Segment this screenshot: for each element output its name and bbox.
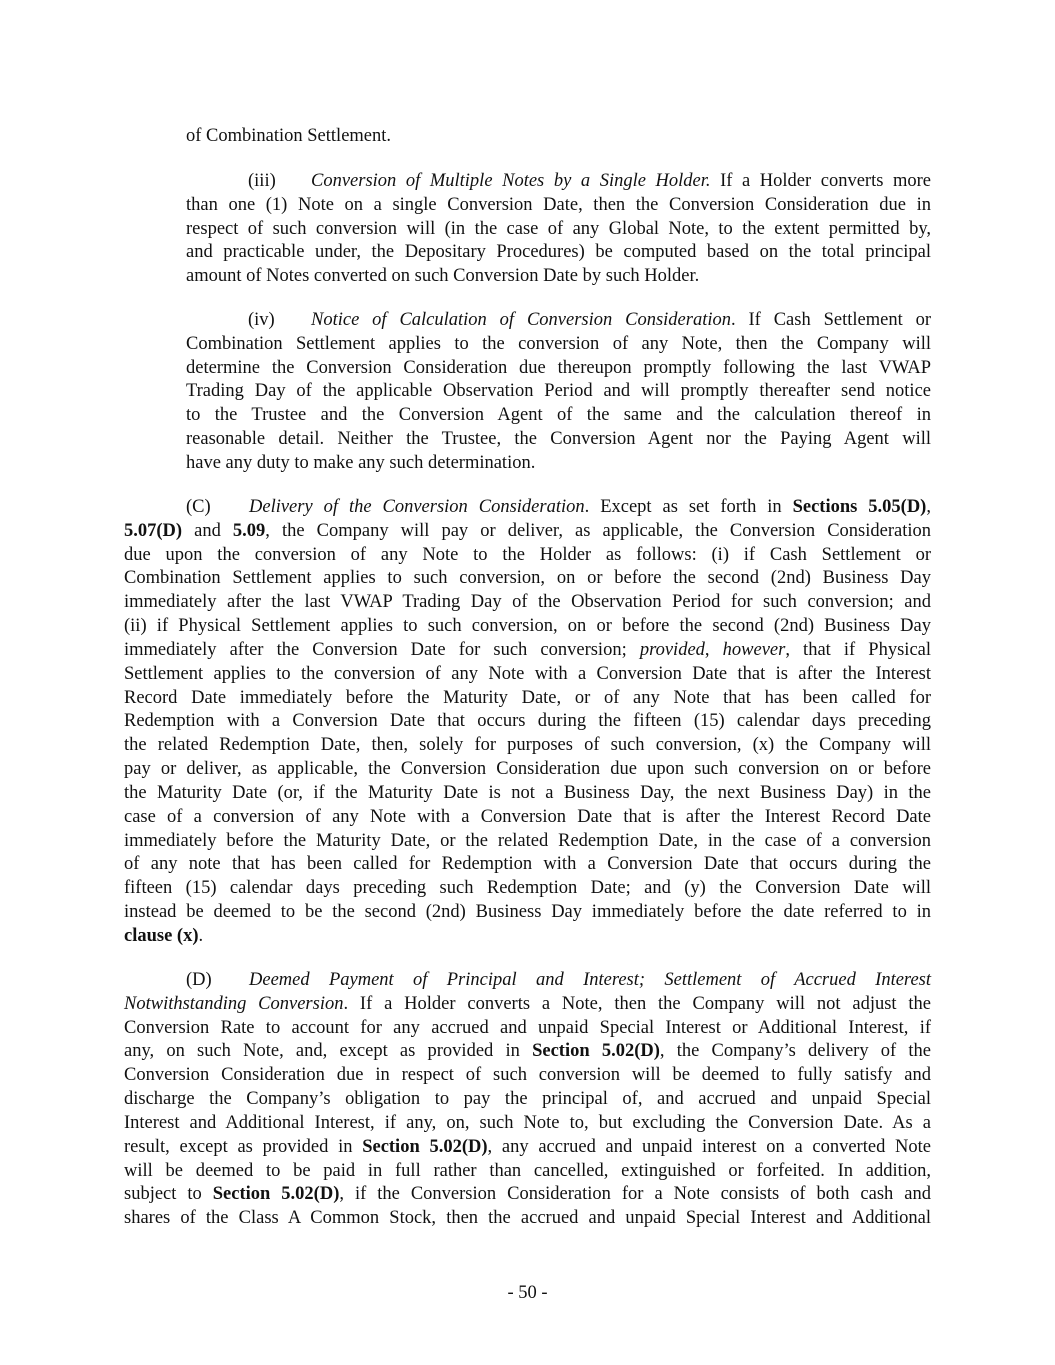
text-run: . (198, 925, 204, 946)
text-run: , the Company will pay or deliver, as applicable, the Conversion Consideration (265, 520, 932, 541)
text-line (124, 1136, 931, 1160)
text-run: immediately after the last VWAP Trading Day of the Observation Period for such conversion; and (124, 592, 931, 613)
text-line (124, 567, 931, 591)
cross-reference: Section 5.02(D) (532, 1041, 660, 1062)
text-line (124, 1183, 931, 1207)
text-run: Trading Day of the applicable Observation Period and will promptly thereafter send notice (186, 381, 931, 402)
text-run: Combination Settlement applies to the conversion of any Note, then the Company will (186, 333, 931, 354)
text-run: discharge the Company’s obligation to pay the principal of, and accrued and unpaid Special (124, 1089, 931, 1110)
paragraph-para-d (124, 969, 931, 1231)
text-line (186, 218, 931, 242)
cross-reference: Section 5.02(D) (212, 1184, 340, 1205)
text-line (124, 1112, 931, 1136)
section-label: (D) (186, 970, 212, 990)
text-line (124, 734, 931, 758)
text-line (124, 1160, 931, 1184)
cross-reference: 5.09 (232, 520, 266, 541)
text-line (186, 125, 931, 149)
text-run: pay or deliver, as applicable, the Conversion Consideration due upon such conversion on or before (124, 759, 931, 780)
text-line (186, 241, 931, 265)
text-run: , if the Conversion Consideration for a Note consists of both cash and (339, 1184, 931, 1205)
paragraph-para-c (124, 496, 931, 949)
text-line (124, 663, 931, 687)
text-run: . Except as set forth in (584, 497, 793, 517)
italic-text: however (722, 639, 786, 660)
text-line (124, 687, 931, 711)
text-line (124, 758, 931, 782)
paragraph-para-iii (186, 170, 931, 289)
text-run: Redemption with a Conversion Date that occurs during the fifteen (15) calendar days preceding (124, 711, 931, 732)
text-run: shares of the Class A Common Stock, then the accrued and unpaid Special Interest and Additional (124, 1208, 931, 1229)
text-run: Record Date immediately before the Maturity Date, or of any Note that has been called for (124, 687, 931, 708)
text-run: , any accrued and unpaid interest on a converted Note (487, 1136, 932, 1157)
italic-text: provided (639, 639, 705, 660)
text-run: immediately after the Conversion Date for such conversion; (124, 639, 640, 660)
text-run: due upon the conversion of any Note to the Holder as follows: (i) if Cash Settlement or (124, 544, 931, 565)
text-line (124, 925, 931, 949)
text-line (124, 1088, 931, 1112)
text-line (186, 170, 931, 194)
italic-text: Deemed Payment of Principal and Interest; Settlement of Accrued Interest (249, 970, 931, 990)
text-run: reasonable detail. Neither the Trustee, the Conversion Agent nor the Paying Agent will (186, 429, 931, 450)
text-run: , the Company’s delivery of the (659, 1041, 932, 1062)
text-line (124, 591, 931, 615)
text-line (124, 1017, 931, 1041)
text-line (186, 428, 931, 452)
text-run: Interest and Additional Interest, if any, on, such Note to, but excluding the Conversion Date. As a (124, 1112, 931, 1133)
text-run: Combination Settlement applies to such conversion, on or before the second (2nd) Business Day (124, 568, 931, 589)
text-run: If a Holder converts more (710, 171, 932, 191)
text-run: any, on such Note, and, except as provided in (124, 1041, 533, 1062)
text-run: and practicable under, the Depositary Procedures) be computed based on the total principal (186, 242, 931, 263)
text-line (124, 710, 931, 734)
paragraph-para-iv (186, 309, 931, 476)
cross-reference: 5.07(D) (124, 520, 183, 541)
section-label: (C) (186, 497, 211, 517)
italic-text: Notice of Calculation of Conversion Consideration (311, 310, 731, 330)
text-line (186, 452, 931, 476)
text-line (124, 544, 931, 568)
text-run: Conversion Consideration due in respect of such conversion will be deemed to fully satisfy and (124, 1065, 931, 1086)
text-line (124, 993, 931, 1017)
section-label: (iv) (248, 310, 275, 330)
text-run: Conversion Rate to account for any accrued and unpaid Special Interest or Additional Interest, if (124, 1017, 931, 1038)
text-run: will be deemed to be paid in full rather than cancelled, extinguished or forfeited. In addition, (124, 1160, 931, 1181)
text-run: and (182, 520, 233, 541)
text-run: fifteen (15) calendar days preceding such Redemption Date; and (y) the Conversion Date will (124, 878, 931, 899)
text-run: determine the Conversion Consideration due thereupon promptly following the last VWAP (186, 357, 931, 378)
text-run: , (704, 639, 723, 660)
text-run: of any note that has been called for Redemption with a Conversion Date that occurs during the (124, 854, 931, 875)
text-line (186, 333, 931, 357)
text-run: of Combination Settlement. (186, 126, 392, 146)
text-run: case of a conversion of any Note with a Conversion Date that is after the Interest Record Date (124, 806, 931, 827)
text-run: (ii) if Physical Settlement applies to such conversion, on or before the second (2nd) Business Day (124, 616, 931, 637)
cross-reference: clause (x) (124, 925, 199, 946)
text-line (124, 969, 931, 993)
text-line (124, 520, 931, 544)
text-run: to the Trustee and the Conversion Agent of the same and the calculation thereof in (186, 405, 931, 426)
text-line (124, 901, 931, 925)
text-line (124, 782, 931, 806)
text-line (124, 830, 931, 854)
text-line (186, 194, 931, 218)
section-label: (iii) (248, 171, 276, 191)
text-run: subject to (124, 1184, 213, 1205)
text-run: , (926, 497, 931, 517)
text-line (124, 496, 931, 520)
text-run: result, except as provided in (124, 1136, 363, 1157)
text-run: the related Redemption Date, then, solely for purposes of such conversion, (x) the Company will (124, 735, 931, 756)
paragraph-continuation (186, 125, 931, 149)
text-run: than one (1) Note on a single Conversion Date, then the Conversion Consideration due in (186, 194, 931, 215)
text-line (124, 1064, 931, 1088)
cross-reference: Sections 5.05(D) (792, 497, 927, 517)
text-run: Settlement applies to the conversion of any Note with a Conversion Date that is after the Interest (124, 663, 931, 684)
text-run: respect of such conversion will (in the case of any Global Note, to the extent permitted by, (186, 218, 931, 239)
text-run: immediately before the Maturity Date, or the related Redemption Date, in the case of a conversion (124, 830, 931, 851)
text-run: the Maturity Date (or, if the Maturity Date is not a Business Day, the next Business Day) in the (124, 782, 931, 803)
cross-reference: Section 5.02(D) (362, 1136, 488, 1157)
text-run: . If a Holder converts a Note, then the Company will not adjust the (343, 993, 931, 1014)
text-line (186, 380, 931, 404)
italic-text: Delivery of the Conversion Consideration (249, 497, 585, 517)
text-run: , that if Physical (785, 639, 932, 660)
italic-text: Conversion of Multiple Notes by a Single Holder. (311, 171, 711, 191)
text-line (186, 309, 931, 333)
text-line (124, 1207, 931, 1231)
text-line (124, 877, 931, 901)
italic-text: Notwithstanding Conversion (124, 993, 344, 1014)
text-line (186, 357, 931, 381)
text-run: instead be deemed to be the second (2nd) Business Day immediately before the date referred to in (124, 902, 931, 923)
text-line (186, 265, 931, 289)
text-line (124, 853, 931, 877)
text-run: have any duty to make any such determination. (186, 452, 536, 473)
text-line (124, 615, 931, 639)
text-line (186, 404, 931, 428)
text-line (124, 1040, 931, 1064)
text-line (124, 639, 931, 663)
text-run: . If Cash Settlement or (731, 310, 931, 330)
text-run: amount of Notes converted on such Conversion Date by such Holder. (186, 266, 700, 287)
page-number: - 50 - (507, 1283, 548, 1303)
text-line (124, 806, 931, 830)
